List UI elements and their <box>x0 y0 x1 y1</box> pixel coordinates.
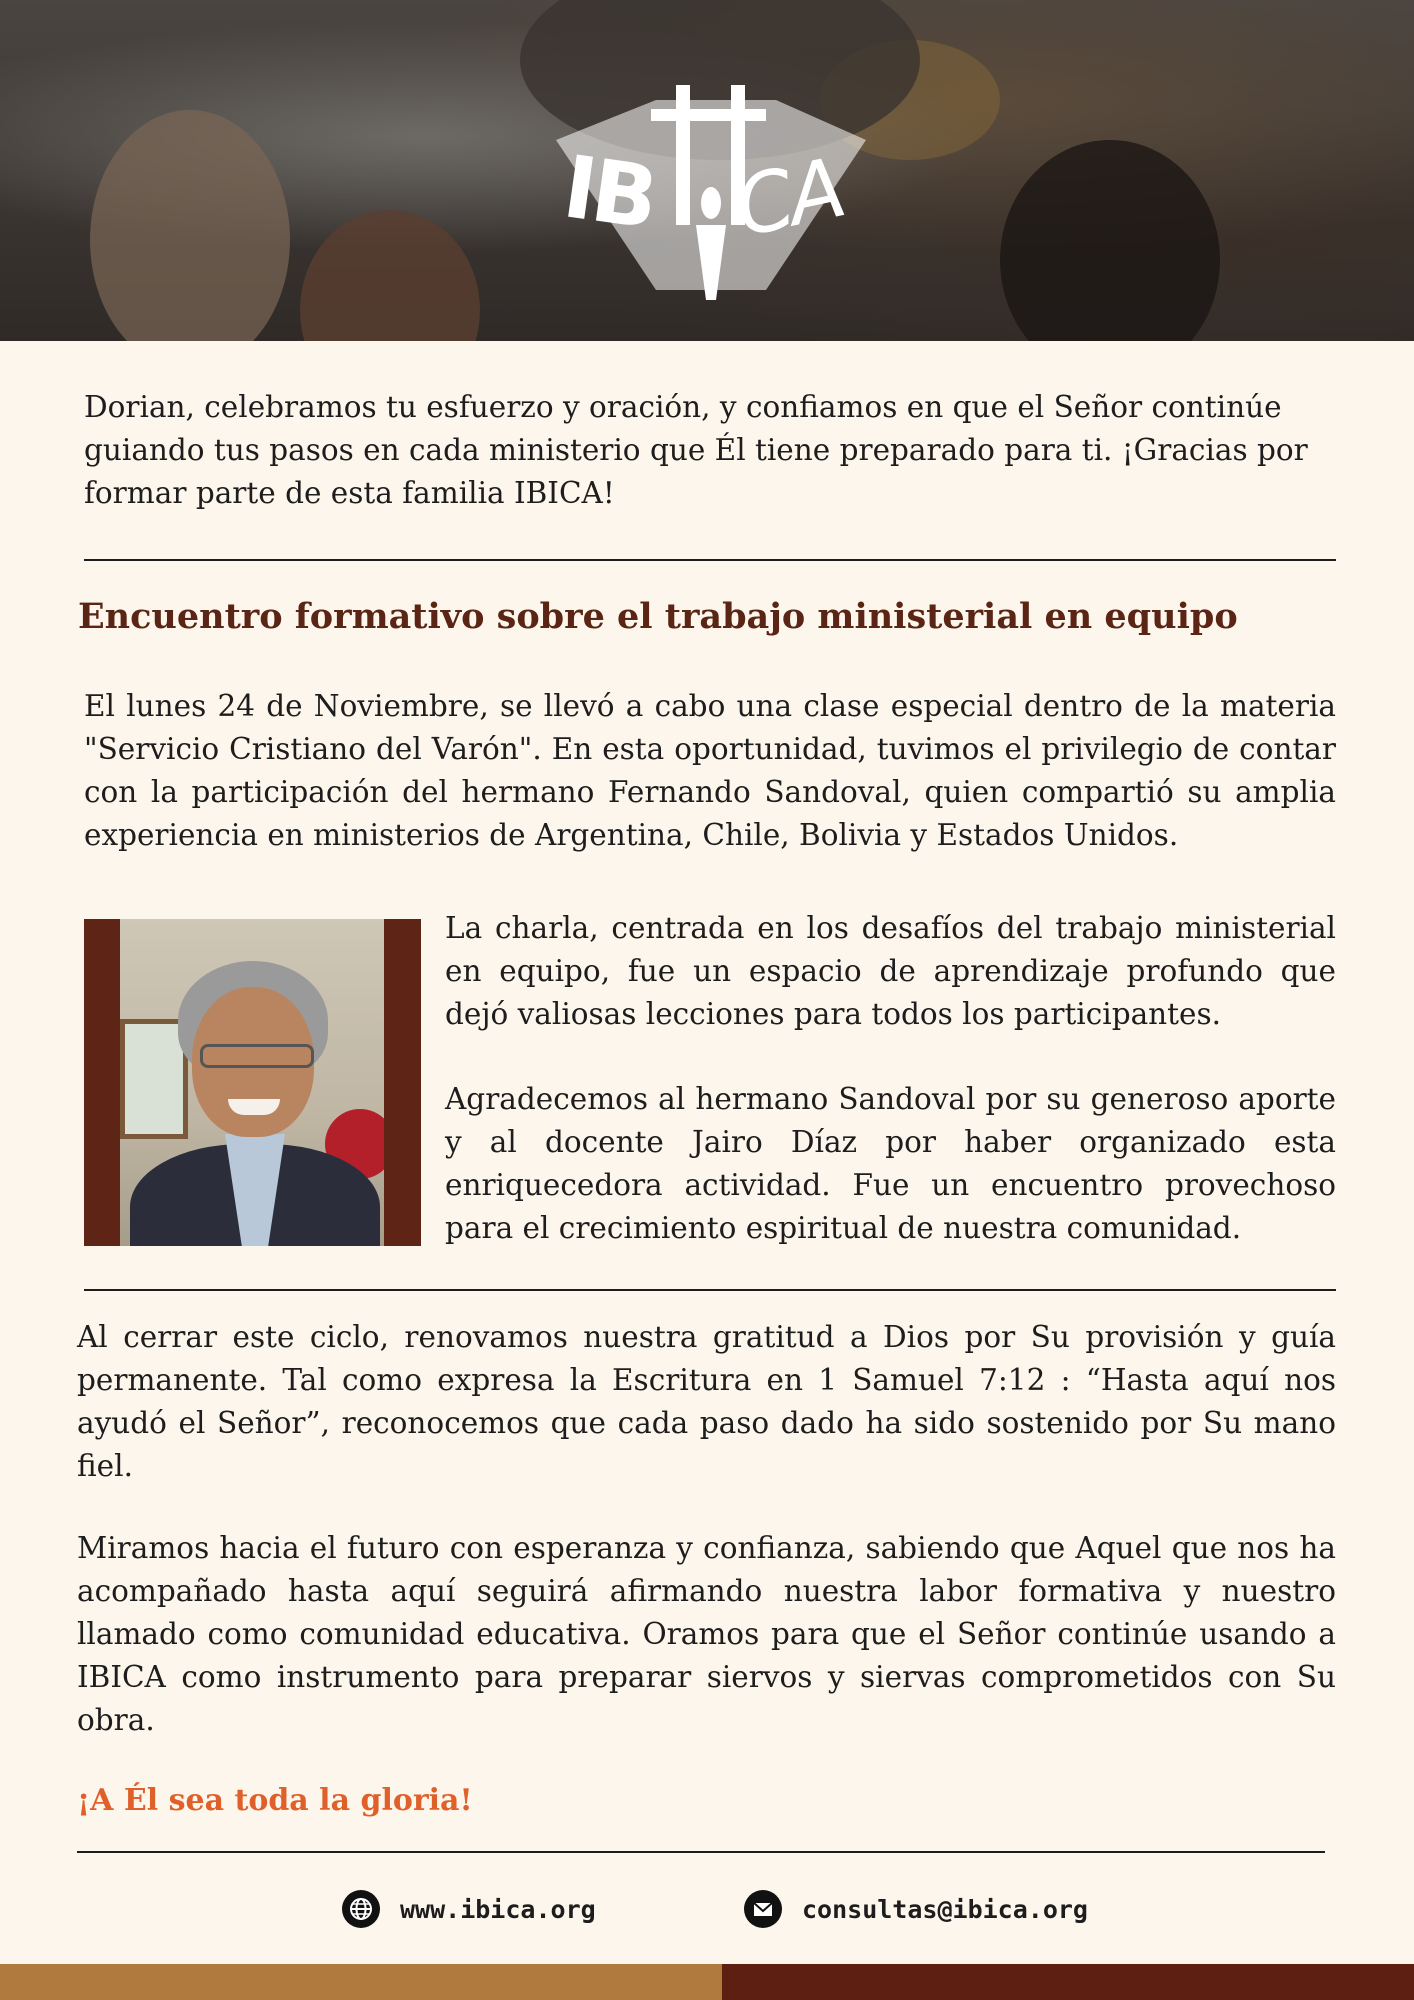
ibica-logo <box>556 85 866 305</box>
divider <box>84 1289 1336 1291</box>
article-paragraph-2: La charla, centrada en los desafíos del trabajo ministerial en equipo, fue un espacio de aprendizaje profundo que dejó valiosas lecciones para todos los participantes. <box>445 911 1336 1031</box>
logo-text-right: CA <box>727 141 851 256</box>
intro-text: Dorian, celebramos tu esfuerzo y oración, y confiamos en que el Señor continúe guiando tus pasos en cada ministerio que Él tiene preparado para ti. ¡Gracias por formar parte de esta familia IBICA! <box>84 390 1308 510</box>
divider <box>84 559 1336 561</box>
envelope-icon <box>744 1890 782 1928</box>
logo-text-left: IB <box>557 137 661 249</box>
closing-paragraph-1: Al cerrar este ciclo, renovamos nuestra gratitud a Dios por Su provisión y guía permanente. Tal como expresa la Escritura en 1 Samuel 7:12 : “Hasta aquí nos ayudó el Señor”, reconocemos que cada paso dado ha sido sostenido por Su mano fiel. <box>77 1320 1336 1483</box>
article-paragraph-3: Agradecemos al hermano Sandoval por su generoso aporte y al docente Jairo Díaz por haber organizado esta enriquecedora actividad. Fue un encuentro provechoso para el crecimiento espiritual de nuestra comunidad. <box>445 1082 1336 1245</box>
closing-paragraph-2: Miramos hacia el futuro con esperanza y confianza, sabiendo que Aquel que nos ha acompañado hasta aquí seguirá afirmando nuestra labor formativa y nuestro llamado como comunidad educativa. Oramos para que el Señor continúe usando a IBICA como instrumento para preparar siervos y siervas comprometidos con Su obra. <box>77 1531 1336 1737</box>
closing-line: ¡A Él sea toda la gloria! <box>77 1783 473 1818</box>
article-paragraph-1: El lunes 24 de Noviembre, se llevó a cabo una clase especial dentro de la materia "Servicio Cristiano del Varón". En esta oportunidad, tuvimos el privilegio de contar con la participación del hermano Fernando Sandoval, quien compartió su amplia experiencia en ministerios de Argentina, Chile, Bolivia y Estados Unidos. <box>84 689 1336 852</box>
footer-divider <box>77 1851 1325 1853</box>
email-link[interactable]: consultas@ibica.org <box>802 1894 1088 1924</box>
header-banner <box>0 0 1414 341</box>
globe-icon <box>342 1890 380 1928</box>
speaker-photo <box>120 919 384 1246</box>
footer-bar-left <box>0 1964 722 2000</box>
footer-website[interactable] <box>342 1887 596 1931</box>
article-heading: Encuentro formativo sobre el trabajo ministerial en equipo <box>78 596 1238 637</box>
footer-bar-right <box>722 1964 1414 2000</box>
speaker-photo-frame <box>84 919 421 1246</box>
footer-email[interactable] <box>744 1887 1088 1931</box>
website-link[interactable]: www.ibica.org <box>400 1894 596 1924</box>
